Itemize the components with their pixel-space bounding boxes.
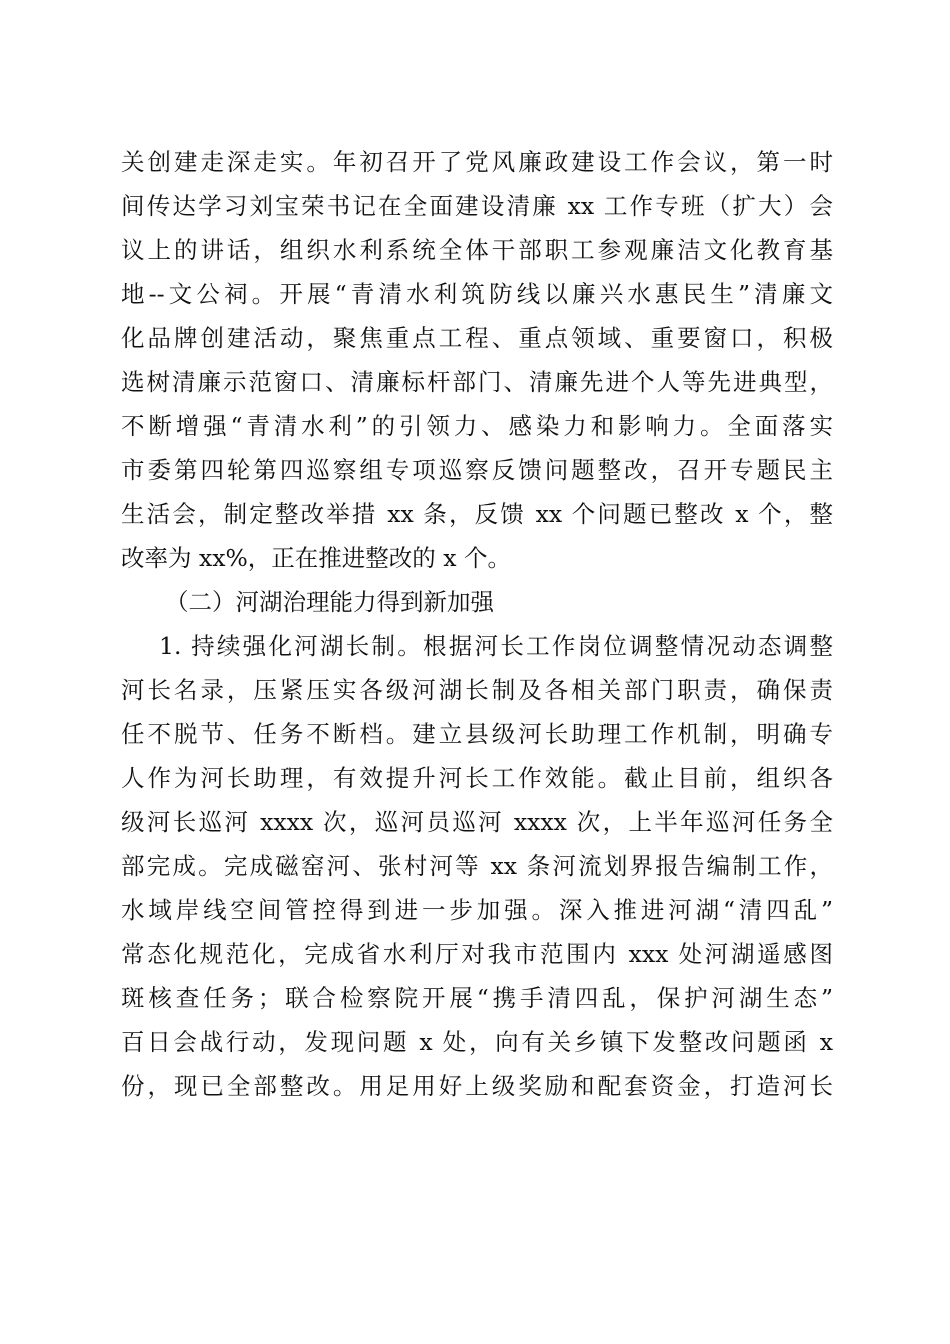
text-line: 生活会，制定整改举措 xx 条，反馈 xx 个问题已整改 x 个，整 [121, 500, 833, 528]
text-line: 任不脱节、任务不断档。建立县级河长助理工作机制，明确专 [121, 720, 833, 748]
text-line: 关创建走深走实。年初召开了党风廉政建设工作会议，第一时 [121, 148, 833, 176]
text-line: 河长名录，压紧压实各级河湖长制及各相关部门职责，确保责 [121, 676, 833, 704]
text-line: 地--文公祠。开展“青清水利筑防线以廉兴水惠民生”清廉文 [121, 280, 833, 308]
text-line: 化品牌创建活动，聚焦重点工程、重点领域、重要窗口，积极 [121, 324, 833, 352]
text-line: 选树清廉示范窗口、清廉标杆部门、清廉先进个人等先进典型， [121, 368, 833, 396]
paragraph-party-conduct [121, 140, 833, 580]
paragraph-river-chief-system [121, 624, 833, 1108]
text-line: 部完成。完成磁窑河、张村河等 xx 条河流划界报告编制工作， [121, 852, 833, 880]
section-heading: （二）河湖治理能力得到新加强 [165, 588, 494, 616]
document-body [121, 140, 833, 1108]
text-line: 常态化规范化，完成省水利厅对我市范围内 xxx 处河湖遥感图 [121, 940, 833, 968]
text-line: 级河长巡河 xxxx 次，巡河员巡河 xxxx 次，上半年巡河任务全 [121, 808, 833, 836]
text-line: 间传达学习刘宝荣书记在全面建设清廉 xx 工作专班（扩大）会 [121, 192, 833, 220]
text-line: 人作为河长助理，有效提升河长工作效能。截止目前，组织各 [121, 764, 833, 792]
text-line: 市委第四轮第四巡察组专项巡察反馈问题整改，召开专题民主 [121, 456, 833, 484]
text-line: 水域岸线空间管控得到进一步加强。深入推进河湖“清四乱” [121, 896, 833, 924]
text-line: 不断增强“青清水利”的引领力、感染力和影响力。全面落实 [121, 412, 833, 440]
text-line: 百日会战行动，发现问题 x 处，向有关乡镇下发整改问题函 x [121, 1028, 833, 1056]
text-line: 1. 持续强化河湖长制。根据河长工作岗位调整情况动态调整 [159, 632, 833, 660]
text-line: 议上的讲话，组织水利系统全体干部职工参观廉洁文化教育基 [121, 236, 833, 264]
text-line: 份，现已全部整改。用足用好上级奖励和配套资金，打造河长 [121, 1072, 833, 1100]
text-line: 斑核查任务；联合检察院开展“携手清四乱，保护河湖生态” [121, 984, 833, 1012]
text-line: 改率为 xx%，正在推进整改的 x 个。 [121, 544, 511, 572]
